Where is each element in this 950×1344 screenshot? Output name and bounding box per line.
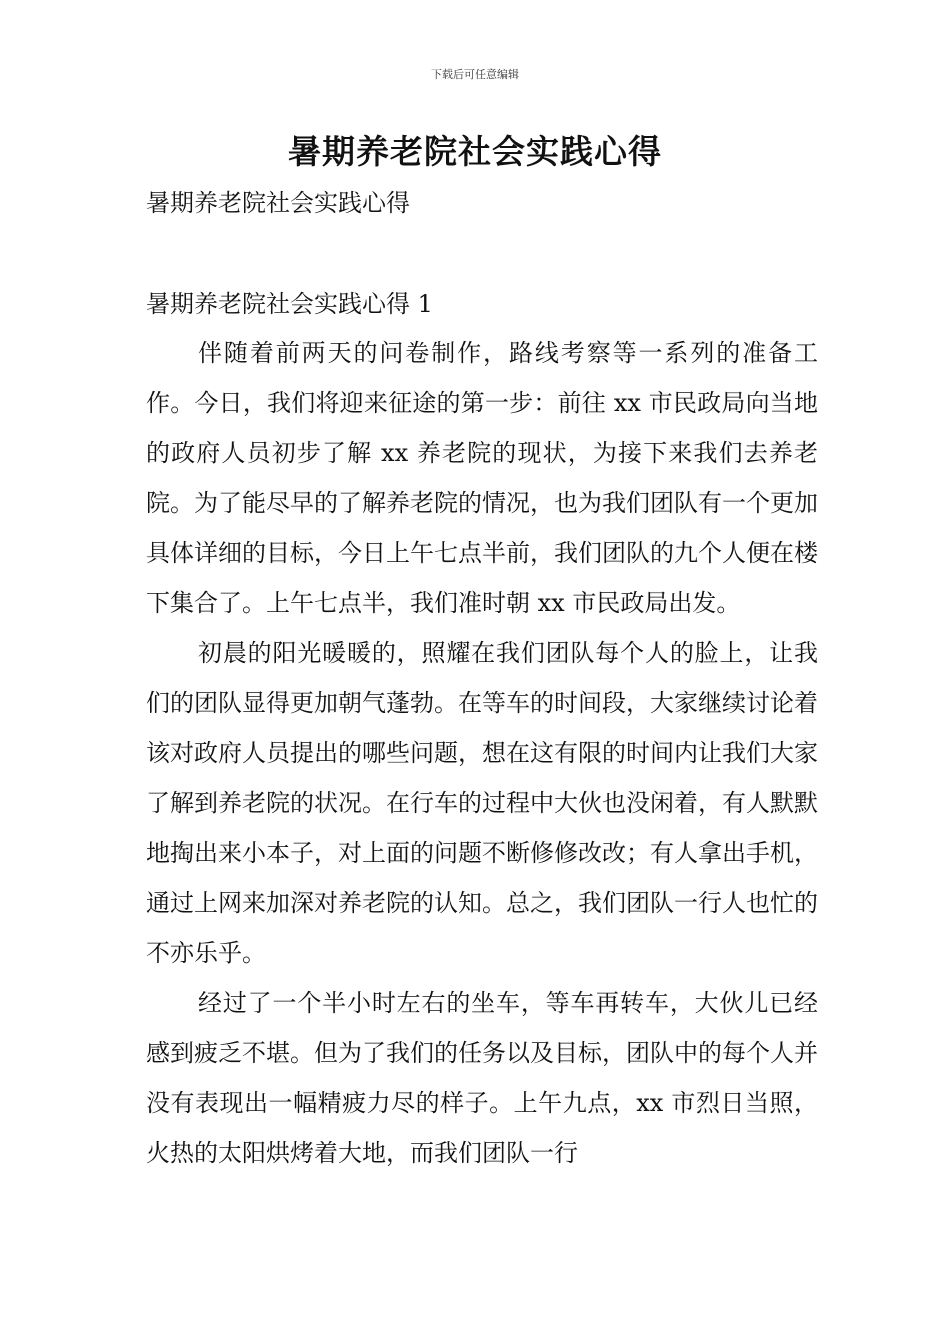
paragraph: 伴随着前两天的问卷制作，路线考察等一系列的准备工作。今日，我们将迎来征途的第一步：前往 xx 市民政局向当地的政府人员初步了解 xx 养老院的现状，为接下来我们去养老院。为了能尽早的了解养老院的情况，也为我们团队有一个更加具体详细的目标，今日上午七点半前，我们团队的九个人便在楼下集合了。上午七点半，我们准时朝 xx 市民政局出发。 — [146, 339, 818, 617]
document-subtitle: 暑期养老院社会实践心得 — [146, 189, 410, 217]
paragraph: 经过了一个半小时左右的坐车，等车再转车，大伙儿已经感到疲乏不堪。但为了我们的任务以及目标，团队中的每个人并没有表现出一幅精疲力尽的样子。上午九点，xx 市烈日当照，火热的太阳烘烤着大地，而我们团队一行 — [146, 989, 818, 1167]
document-title: 暑期养老院社会实践心得 — [288, 132, 662, 171]
section-heading: 暑期养老院社会实践心得 1 — [146, 290, 433, 318]
header-note: 下载后可任意编辑 — [431, 68, 519, 81]
paragraph: 初晨的阳光暖暖的，照耀在我们团队每个人的脸上，让我们的团队显得更加朝气蓬勃。在等车的时间段，大家继续讨论着该对政府人员提出的哪些问题，想在这有限的时间内让我们大家了解到养老院的状况。在行车的过程中大伙也没闲着，有人默默地掏出来小本子，对上面的问题不断修修改改；有人拿出手机，通过上网来加深对养老院的认知。总之，我们团队一行人也忙的不亦乐乎。 — [146, 639, 818, 967]
document-body — [146, 328, 818, 1178]
